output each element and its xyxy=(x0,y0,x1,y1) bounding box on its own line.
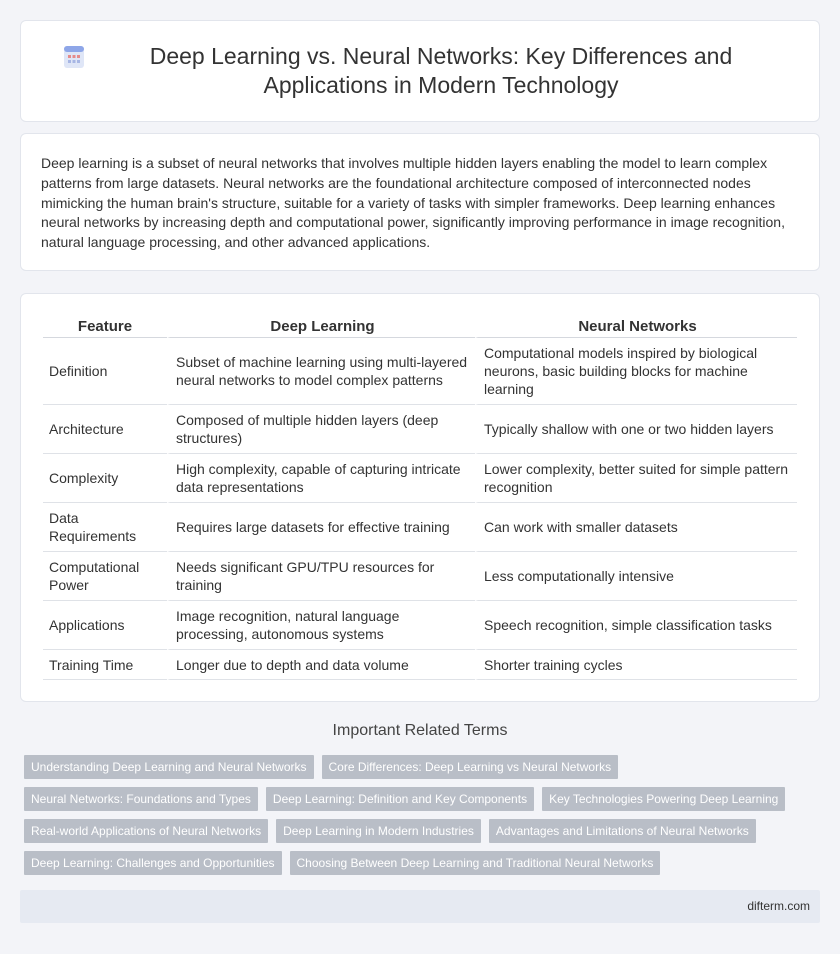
table-header-row xyxy=(43,314,797,338)
header-feature: Feature xyxy=(43,314,167,338)
related-term-tag[interactable]: Choosing Between Deep Learning and Traditional Neural Networks xyxy=(290,851,661,875)
footer xyxy=(20,890,820,923)
intro-paragraph: Deep learning is a subset of neural networks that involves multiple hidden layers enabling the model to learn complex patterns from large datasets. Neural networks are the foundational architecture composed of interconnected nodes mimicking the human brain's structure, suitable for a variety of tasks with simpler frameworks. Deep learning enhances neural networks by increasing depth and computational power, significantly improving performance in image recognition, natural language processing, and other advanced applications. xyxy=(41,155,785,251)
deep-learning-cell: Needs significant GPU/TPU resources for training xyxy=(167,552,475,601)
related-term-tag[interactable]: Core Differences: Deep Learning vs Neural Networks xyxy=(322,755,619,779)
neural-networks-cell: Lower complexity, better suited for simple pattern recognition xyxy=(475,454,797,503)
comparison-table-card xyxy=(20,293,820,702)
related-term-tag[interactable]: Key Technologies Powering Deep Learning xyxy=(542,787,785,811)
header-neural-networks: Neural Networks xyxy=(475,314,797,338)
feature-cell: Training Time xyxy=(43,650,167,680)
neural-networks-cell: Shorter training cycles xyxy=(475,650,797,680)
table-row xyxy=(43,650,797,680)
feature-cell: Applications xyxy=(43,601,167,650)
feature-cell: Definition xyxy=(43,338,167,405)
comparison-table xyxy=(43,314,797,680)
table-row xyxy=(43,552,797,601)
deep-learning-cell: Subset of machine learning using multi-layered neural networks to model complex patterns xyxy=(167,338,475,405)
feature-cell: Architecture xyxy=(43,405,167,454)
related-term-tag[interactable]: Deep Learning in Modern Industries xyxy=(276,819,481,843)
table-row xyxy=(43,601,797,650)
building-icon xyxy=(61,44,87,70)
feature-cell: Data Requirements xyxy=(43,503,167,552)
footer-site-link[interactable]: difterm.com xyxy=(747,899,810,913)
table-row xyxy=(43,454,797,503)
header-deep-learning: Deep Learning xyxy=(167,314,475,338)
intro-card xyxy=(20,133,820,271)
neural-networks-cell: Speech recognition, simple classification tasks xyxy=(475,601,797,650)
related-term-tag[interactable]: Deep Learning: Challenges and Opportunities xyxy=(24,851,282,875)
deep-learning-cell: Image recognition, natural language processing, autonomous systems xyxy=(167,601,475,650)
deep-learning-cell: Requires large datasets for effective training xyxy=(167,503,475,552)
deep-learning-cell: High complexity, capable of capturing intricate data representations xyxy=(167,454,475,503)
table-row xyxy=(43,405,797,454)
related-term-tag[interactable]: Advantages and Limitations of Neural Networks xyxy=(489,819,756,843)
neural-networks-cell: Less computationally intensive xyxy=(475,552,797,601)
neural-networks-cell: Typically shallow with one or two hidden layers xyxy=(475,405,797,454)
related-terms-list xyxy=(24,755,824,875)
title-card xyxy=(20,20,820,122)
neural-networks-cell: Can work with smaller datasets xyxy=(475,503,797,552)
feature-cell: Complexity xyxy=(43,454,167,503)
related-term-tag[interactable]: Real-world Applications of Neural Networks xyxy=(24,819,268,843)
table-row xyxy=(43,503,797,552)
deep-learning-cell: Composed of multiple hidden layers (deep structures) xyxy=(167,405,475,454)
feature-cell: Computational Power xyxy=(43,552,167,601)
related-term-tag[interactable]: Deep Learning: Definition and Key Components xyxy=(266,787,534,811)
page-title: Deep Learning vs. Neural Networks: Key Differences and Applications in Modern Technology xyxy=(149,43,733,98)
related-term-tag[interactable]: Neural Networks: Foundations and Types xyxy=(24,787,258,811)
related-terms-heading: Important Related Terms xyxy=(332,722,508,739)
neural-networks-cell: Computational models inspired by biological neurons, basic building blocks for machine learning xyxy=(475,338,797,405)
related-term-tag[interactable]: Understanding Deep Learning and Neural Networks xyxy=(24,755,314,779)
deep-learning-cell: Longer due to depth and data volume xyxy=(167,650,475,680)
table-row xyxy=(43,338,797,405)
